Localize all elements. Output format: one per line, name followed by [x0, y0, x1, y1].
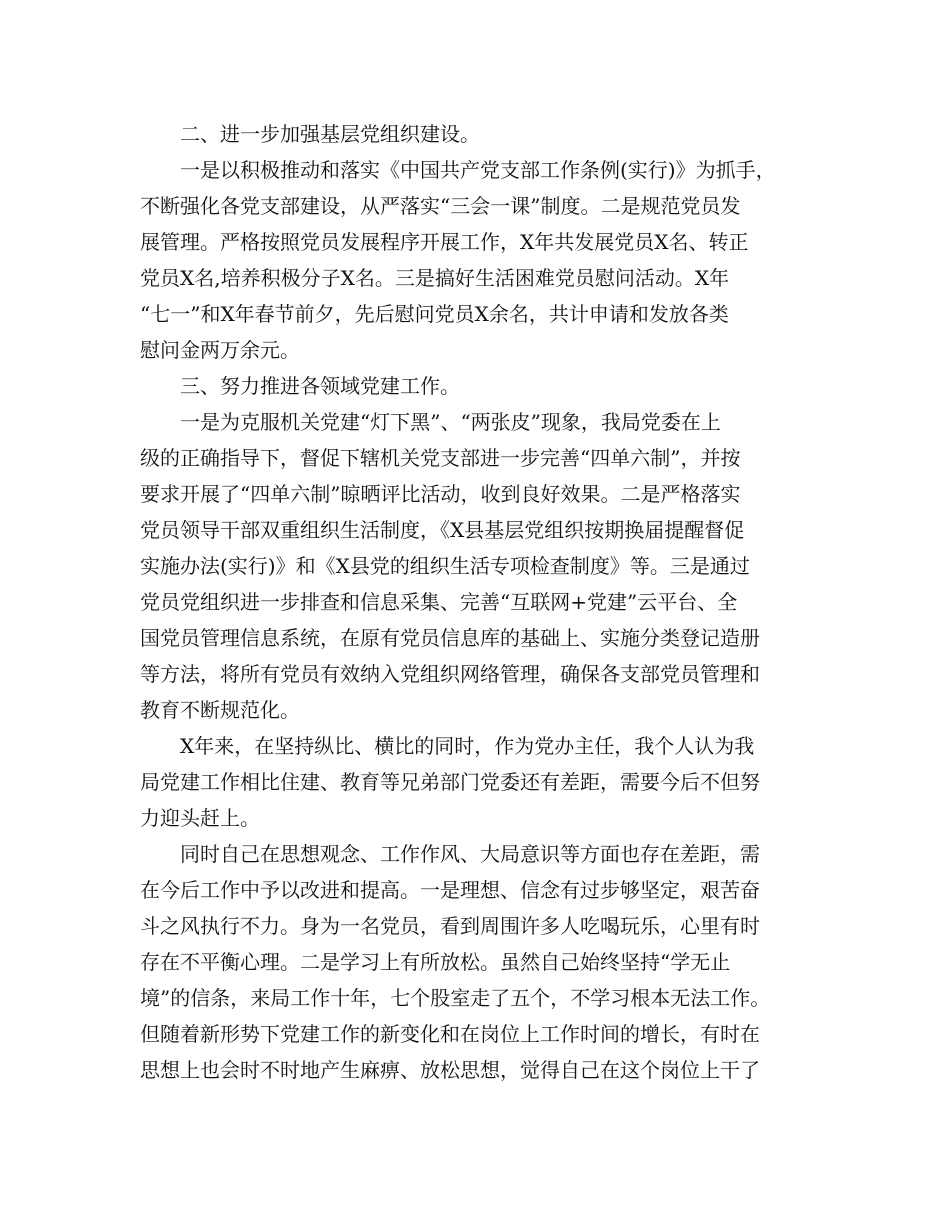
text-line: 力迎头赶上。	[140, 806, 260, 830]
text-line: 级的正确指导下，督促下辖机关党支部进一步完善“四单六制”，并按	[140, 446, 741, 470]
text-line: 展管理。严格按照党员发展程序开展工作，X年共发展党员X名、转正	[140, 230, 749, 254]
text-line: 一是为克服机关党建“灯下黑”、“两张皮”现象，我局党委在上	[180, 410, 721, 434]
text-line: 党员X名,培养积极分子X名。三是搞好生活困难党员慰问活动。X年	[140, 266, 730, 290]
text-line: 三、努力推进各领域党建工作。	[180, 374, 460, 398]
text-line: 实施办法(实行)》和《X县党的组织生活专项检查制度》等。三是通过	[140, 554, 750, 578]
text-line: 局党建工作相比住建、教育等兄弟部门党委还有差距，需要今后不但努	[140, 770, 760, 794]
text-line: 存在不平衡心理。二是学习上有所放松。虽然自己始终坚持“学无止	[140, 950, 731, 974]
text-line: 等方法，将所有党员有效纳入党组织网络管理，确保各支部党员管理和	[140, 662, 760, 686]
text-line: 同时自己在思想观念、工作作风、大局意识等方面也存在差距，需	[180, 842, 760, 866]
text-line: 一是以积极推动和落实《中国共产党支部工作条例(实行)》为抓手，	[180, 158, 776, 182]
text-line: 斗之风执行不力。身为一名党员，看到周围许多人吃喝玩乐，心里有时	[140, 914, 760, 938]
text-line: 党员领导干部双重组织生活制度，《X县基层党组织按期换届提醒督促	[140, 518, 745, 542]
text-line: 不断强化各党支部建设，从严落实“三会一课”制度。二是规范党员发	[140, 194, 741, 218]
text-line: 慰问金两万余元。	[140, 338, 300, 362]
text-line: 思想上也会时不时地产生麻痹、放松思想，觉得自己在这个岗位上干了	[140, 1058, 760, 1082]
text-line: 但随着新形势下党建工作的新变化和在岗位上工作时间的增长，有时在	[140, 1022, 760, 1046]
text-line: 教育不断规范化。	[140, 698, 300, 722]
text-line: 境”的信条，来局工作十年，七个股室走了五个，不学习根本无法工作。	[140, 986, 771, 1010]
text-line: 党员党组织进一步排查和信息采集、完善“互联网+党建”云平台、全	[140, 590, 738, 614]
text-line: X年来，在坚持纵比、横比的同时，作为党办主任，我个人认为我	[180, 734, 755, 758]
text-line: 要求开展了“四单六制”晾晒评比活动，收到良好效果。二是严格落实	[140, 482, 741, 506]
text-line: 国党员管理信息系统，在原有党员信息库的基础上、实施分类登记造册	[140, 626, 760, 650]
text-line: 二、进一步加强基层党组织建设。	[180, 122, 480, 146]
text-line: “七一”和X年春节前夕，先后慰问党员X余名，共计申请和发放各类	[140, 302, 729, 326]
document-body	[140, 116, 820, 1088]
text-line: 在今后工作中予以改进和提高。一是理想、信念有过步够坚定，艰苦奋	[140, 878, 760, 902]
